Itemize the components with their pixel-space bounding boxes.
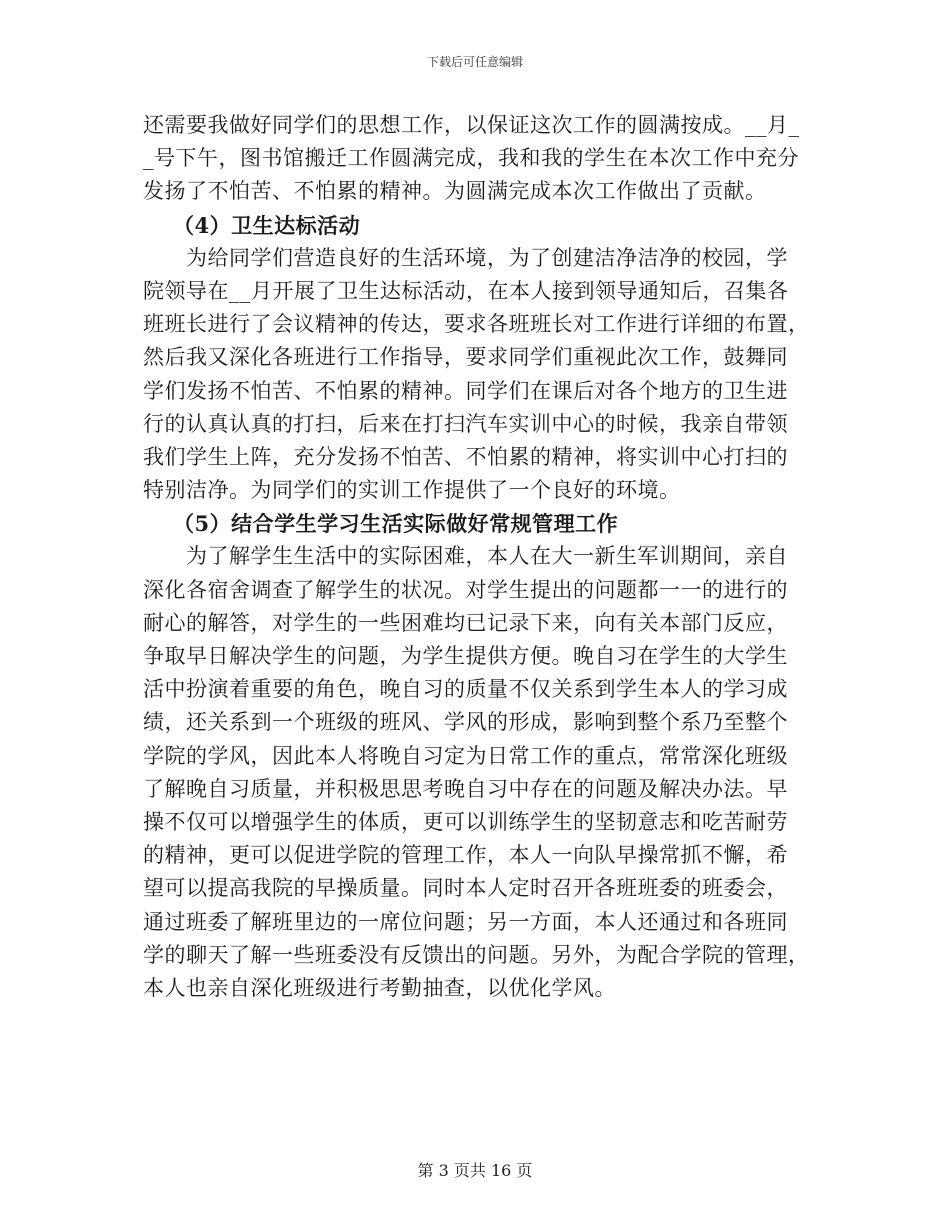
document-body [143,109,811,1005]
text-line: 操不仅可以增强学生的体质，更可以训练学生的坚韧意志和吃苦耐劳 [143,809,788,834]
text-line: 特别洁净。为同学们的实训工作提供了一个良好的环境。 [143,478,681,503]
text-line: 为给同学们营造良好的生活环境，为了创建洁净洁净的校园，学 [143,245,788,270]
text-line: 耐心的解答，对学生的一些困难均已记录下来，向有关本部门反应， [143,610,788,635]
section-heading: （5）结合学生学习生活实际做好常规管理工作 [173,511,619,537]
text-line: 行的认真认真的打扫，后来在打扫汽车实训中心的时候，我亲自带领 [143,411,788,436]
text-line: 学们发扬不怕苦、不怕累的精神。同学们在课后对各个地方的卫生进 [143,378,788,403]
text-line: 学的聊天了解一些班委没有反馈出的问题。另外，为配合学院的管理， [143,942,810,967]
text-line: 我们学生上阵，充分发扬不怕苦、不怕累的精神，将实训中心打扫的 [143,444,788,469]
page-header: 下载后可任意编辑 [426,55,523,69]
text-line: 本人也亲自深化班级进行考勤抽查，以优化学风。 [143,975,616,1000]
text-line: 的精神，更可以促进学院的管理工作，本人一向队早操常抓不懈，希 [143,843,788,868]
text-line: 争取早日解决学生的问题，为学生提供方便。晚自习在学生的大学生 [143,644,788,668]
text-line: 深化各宿舍调查了解学生的状况。对学生提出的问题都一一的进行的 [143,577,788,602]
text-line: 通过班委了解班里边的一席位问题；另一方面，本人还通过和各班同 [143,909,788,934]
text-line: 发扬了不怕苦、不怕累的精神。为圆满完成本次工作做出了贡献。 [143,179,767,204]
text-line: 望可以提高我院的早操质量。同时本人定时召开各班班委的班委会， [143,876,788,901]
text-line: 还需要我做好同学们的思想工作，以保证这次工作的圆满按成。__月_ [143,113,800,137]
text-line: 然后我又深化各班进行工作指导，要求同学们重视此次工作，鼓舞同 [143,345,788,370]
text-line: 学院的学风，因此本人将晚自习定为日常工作的重点，常常深化班级 [143,743,788,768]
text-line: 了解晚自习质量，并积极思思考晚自习中存在的问题及解决办法。早 [143,776,788,801]
page-footer: 第 3 页共 16 页 [417,1161,533,1180]
text-line: _号下午，图书馆搬迁工作圆满完成，我和我的学生在本次工作中充分 [143,146,799,171]
section-heading: （4）卫生达标活动 [173,212,361,238]
text-line: 活中扮演着重要的角色，晚自习的质量不仅关系到学生本人的学习成 [143,677,788,702]
text-line: 绩，还关系到一个班级的班风、学风的形成，影响到整个系乃至整个 [143,710,788,735]
text-line: 为了解学生生活中的实际困难，本人在大一新生军训期间，亲自 [143,544,788,569]
text-line: 院领导在__月开展了卫生达标活动，在本人接到领导通知后，召集各 [143,278,789,303]
text-line: 班班长进行了会议精神的传达，要求各班班长对工作进行详细的布置， [143,312,810,337]
